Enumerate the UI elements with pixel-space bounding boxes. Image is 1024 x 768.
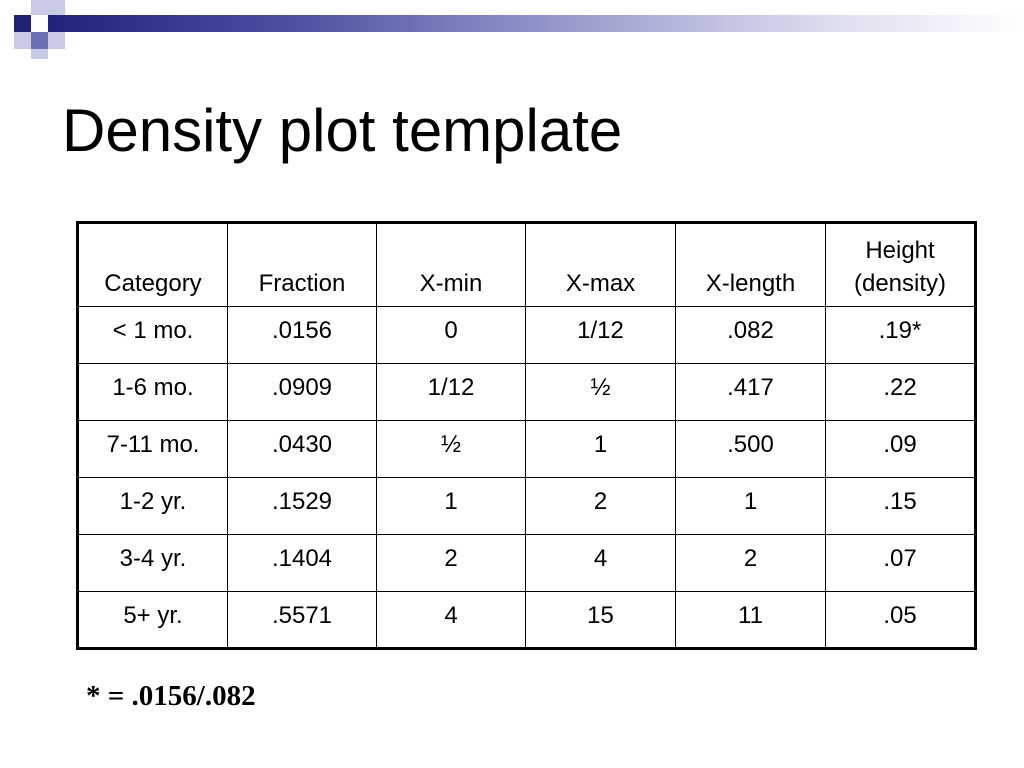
header-fraction: Fraction [228, 223, 377, 307]
cell-xmin: 1 [377, 478, 526, 535]
table-row [78, 592, 976, 649]
header-xmax: X-max [526, 223, 676, 307]
cell-category: < 1 mo. [78, 307, 228, 364]
cell-xmax: ½ [526, 364, 676, 421]
header-height [826, 223, 976, 307]
cell-xmax: 15 [526, 592, 676, 649]
cell-height: .07 [826, 535, 976, 592]
cell-fraction: .0156 [228, 307, 377, 364]
cell-category: 1-2 yr. [78, 478, 228, 535]
cell-xmax: 1 [526, 421, 676, 478]
cell-category: 5+ yr. [78, 592, 228, 649]
cell-xlength: .500 [676, 421, 826, 478]
cell-xlength: 11 [676, 592, 826, 649]
deco-square [31, 49, 48, 59]
cell-height: .22 [826, 364, 976, 421]
cell-height: .05 [826, 592, 976, 649]
cell-xlength: .082 [676, 307, 826, 364]
deco-square [48, 32, 65, 49]
cell-xmin: 1/12 [377, 364, 526, 421]
cell-height: .15 [826, 478, 976, 535]
cell-xmin: 0 [377, 307, 526, 364]
cell-category: 1-6 mo. [78, 364, 228, 421]
header-height-line1: Height [865, 237, 935, 264]
density-table [76, 221, 977, 650]
cell-xmax: 2 [526, 478, 676, 535]
table-row [78, 535, 976, 592]
deco-square [31, 32, 48, 49]
cell-xmin: 4 [377, 592, 526, 649]
cell-fraction: .1404 [228, 535, 377, 592]
cell-xlength: 1 [676, 478, 826, 535]
header-gradient-bar [40, 15, 1024, 32]
cell-xmax: 1/12 [526, 307, 676, 364]
table-row [78, 364, 976, 421]
cell-category: 7-11 mo. [78, 421, 228, 478]
cell-xlength: 2 [676, 535, 826, 592]
cell-fraction: .1529 [228, 478, 377, 535]
table-row [78, 307, 976, 364]
deco-square [31, 0, 48, 15]
cell-height: .19* [826, 307, 976, 364]
cell-xmin: 2 [377, 535, 526, 592]
table-row [78, 478, 976, 535]
cell-fraction: .0909 [228, 364, 377, 421]
cell-category: 3-4 yr. [78, 535, 228, 592]
cell-fraction: .5571 [228, 592, 377, 649]
cell-fraction: .0430 [228, 421, 377, 478]
deco-square [14, 32, 31, 49]
header-xlength: X-length [676, 223, 826, 307]
deco-square [48, 0, 65, 15]
cell-xmin: ½ [377, 421, 526, 478]
deco-square [14, 15, 31, 32]
header-category: Category [78, 223, 228, 307]
slide-decoration [0, 0, 1024, 60]
header-height-line2: (density) [853, 270, 947, 297]
table-header-row [78, 223, 976, 307]
slide-title: Density plot template [62, 97, 623, 164]
cell-xlength: .417 [676, 364, 826, 421]
footnote: * = .0156/.082 [86, 680, 256, 712]
deco-square [31, 15, 48, 32]
header-xmin: X-min [377, 223, 526, 307]
table-row [78, 421, 976, 478]
cell-xmax: 4 [526, 535, 676, 592]
cell-height: .09 [826, 421, 976, 478]
